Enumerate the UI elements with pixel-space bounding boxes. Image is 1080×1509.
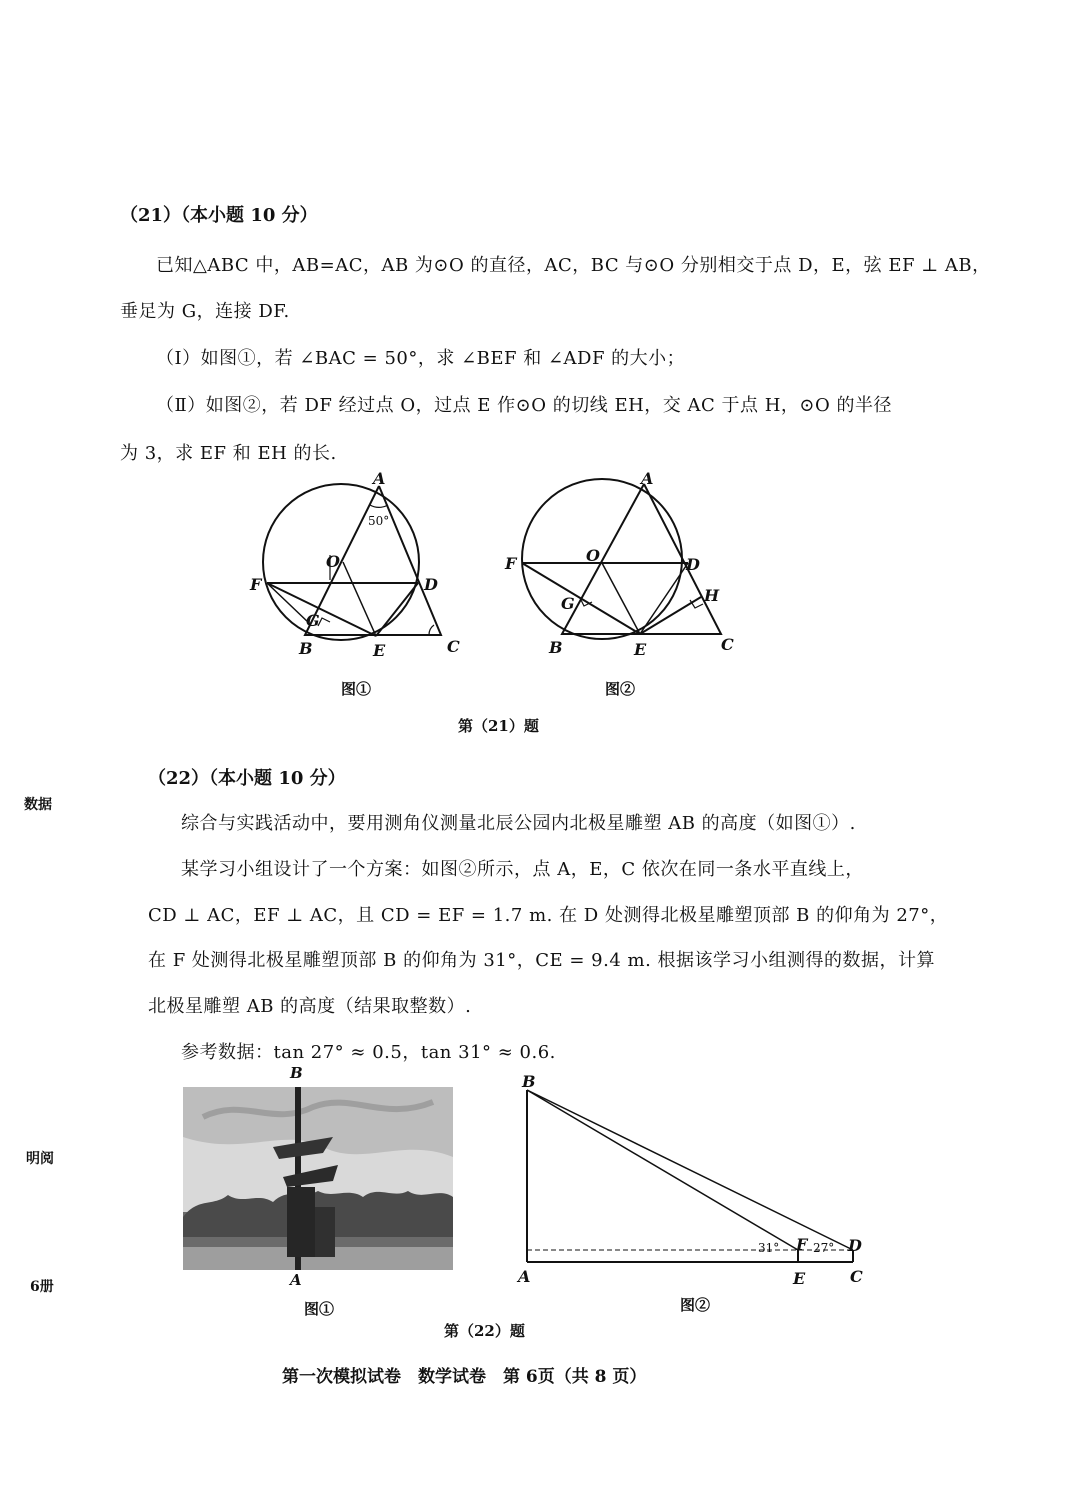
label-a: A: [373, 469, 386, 488]
problem21-figure-1: [240, 465, 480, 665]
sculpture-photo: [183, 1087, 453, 1270]
label-o: O: [586, 546, 600, 565]
segment-de: [640, 563, 688, 634]
problem22-text-4: 在 F 处测得北极星雕塑顶部 B 的仰角为 31°，CE = 9.4 m. 根据该学习小组测得的数据，计算: [148, 950, 936, 971]
problem21-figure-2: [495, 465, 745, 665]
label-e: E: [793, 1269, 806, 1288]
angle-mark-c: [429, 625, 434, 635]
label-a: A: [641, 469, 654, 488]
segment-ed: [376, 583, 418, 636]
problem21-header: （21）（本小题 10 分）: [120, 205, 318, 226]
label-f: F: [796, 1235, 808, 1254]
problem22-text-1: 综合与实践活动中，要用测角仪测量北辰公园内北极星雕塑 AB 的高度（如图①）.: [181, 813, 856, 834]
segment-fb: [267, 583, 310, 624]
chord-ef: [522, 563, 640, 634]
sight-line-fb: [527, 1090, 798, 1250]
angle-note-50: 50°: [368, 514, 390, 528]
segment-oe: [343, 562, 376, 636]
sculpture-photo-drawing: [183, 1087, 453, 1270]
problem22-text-5: 北极星雕塑 AB 的高度（结果取整数）.: [148, 996, 472, 1017]
page-footer: 第一次模拟试卷 数学试卷 第 6页（共 8 页）: [282, 1367, 647, 1387]
label-b: B: [549, 638, 563, 657]
problem22-header: （22）（本小题 10 分）: [148, 768, 346, 789]
problem21-text-1: 已知△ABC 中，AB=AC，AB 为⊙O 的直径，AC，BC 与⊙O 分别相交于点 D，E，弦 EF ⊥ AB，: [156, 255, 991, 276]
label-c: C: [850, 1267, 863, 1286]
problem21-part2: （Ⅱ）如图②，若 DF 经过点 O，过点 E 作⊙O 的切线 EH，交 AC 于点 H，⊙O 的半径: [156, 395, 892, 416]
margin-note-3: 6册: [30, 1279, 54, 1295]
label-a: A: [518, 1267, 531, 1286]
label-d: D: [424, 575, 438, 594]
label-c: C: [721, 635, 734, 654]
problem22-text-3: CD ⊥ AC，EF ⊥ AC，且 CD = EF = 1.7 m. 在 D 处测得北极星雕塑顶部 B 的仰角为 27°，: [148, 905, 949, 926]
problem21-caption: 第（21）题: [458, 717, 539, 735]
angle-label-31: 31°: [758, 1241, 780, 1255]
problem21-part2-cont: 为 3，求 EF 和 EH 的长.: [120, 443, 337, 464]
label-d: D: [686, 555, 700, 574]
right-angle-g: [318, 618, 330, 626]
label-e: E: [634, 640, 647, 659]
angle-label-27: 27°: [813, 1241, 835, 1255]
label-g: G: [306, 611, 320, 630]
label-o: O: [326, 552, 340, 571]
problem22-figure-2: [505, 1068, 895, 1293]
label-h: H: [704, 586, 720, 605]
problem21-figure1-caption: 图①: [341, 680, 372, 698]
label-b: B: [522, 1072, 536, 1091]
label-e: E: [373, 641, 386, 660]
photo-label-b: B: [290, 1064, 303, 1082]
problem21-text-2: 垂足为 G，连接 DF.: [120, 301, 290, 322]
right-angle-h: [690, 600, 703, 608]
problem21-part1: （Ⅰ）如图①，若 ∠BAC = 50°，求 ∠BEF 和 ∠ADF 的大小；: [156, 348, 686, 369]
problem22-figure2-caption: 图②: [680, 1296, 711, 1314]
label-c: C: [447, 637, 460, 656]
label-b: B: [299, 639, 313, 658]
margin-note-1: 数据: [24, 797, 52, 813]
label-d: D: [848, 1236, 862, 1255]
angle-mark-a: [370, 505, 388, 507]
problem22-text-2: 某学习小组设计了一个方案：如图②所示，点 A，E，C 依次在同一条水平直线上，: [181, 859, 864, 880]
problem22-reference: 参考数据：tan 27° ≈ 0.5，tan 31° ≈ 0.6.: [181, 1042, 556, 1063]
problem21-figure2-caption: 图②: [605, 680, 636, 698]
margin-note-2: 明阅: [26, 1151, 54, 1167]
problem22-figure1-caption: 图①: [304, 1300, 335, 1318]
label-f: F: [505, 554, 517, 573]
problem22-caption: 第（22）题: [444, 1322, 525, 1340]
label-f: F: [250, 575, 262, 594]
label-g: G: [561, 594, 575, 613]
chord-ef: [267, 583, 376, 636]
sight-line-db: [527, 1090, 853, 1250]
photo-label-a: A: [290, 1271, 302, 1289]
